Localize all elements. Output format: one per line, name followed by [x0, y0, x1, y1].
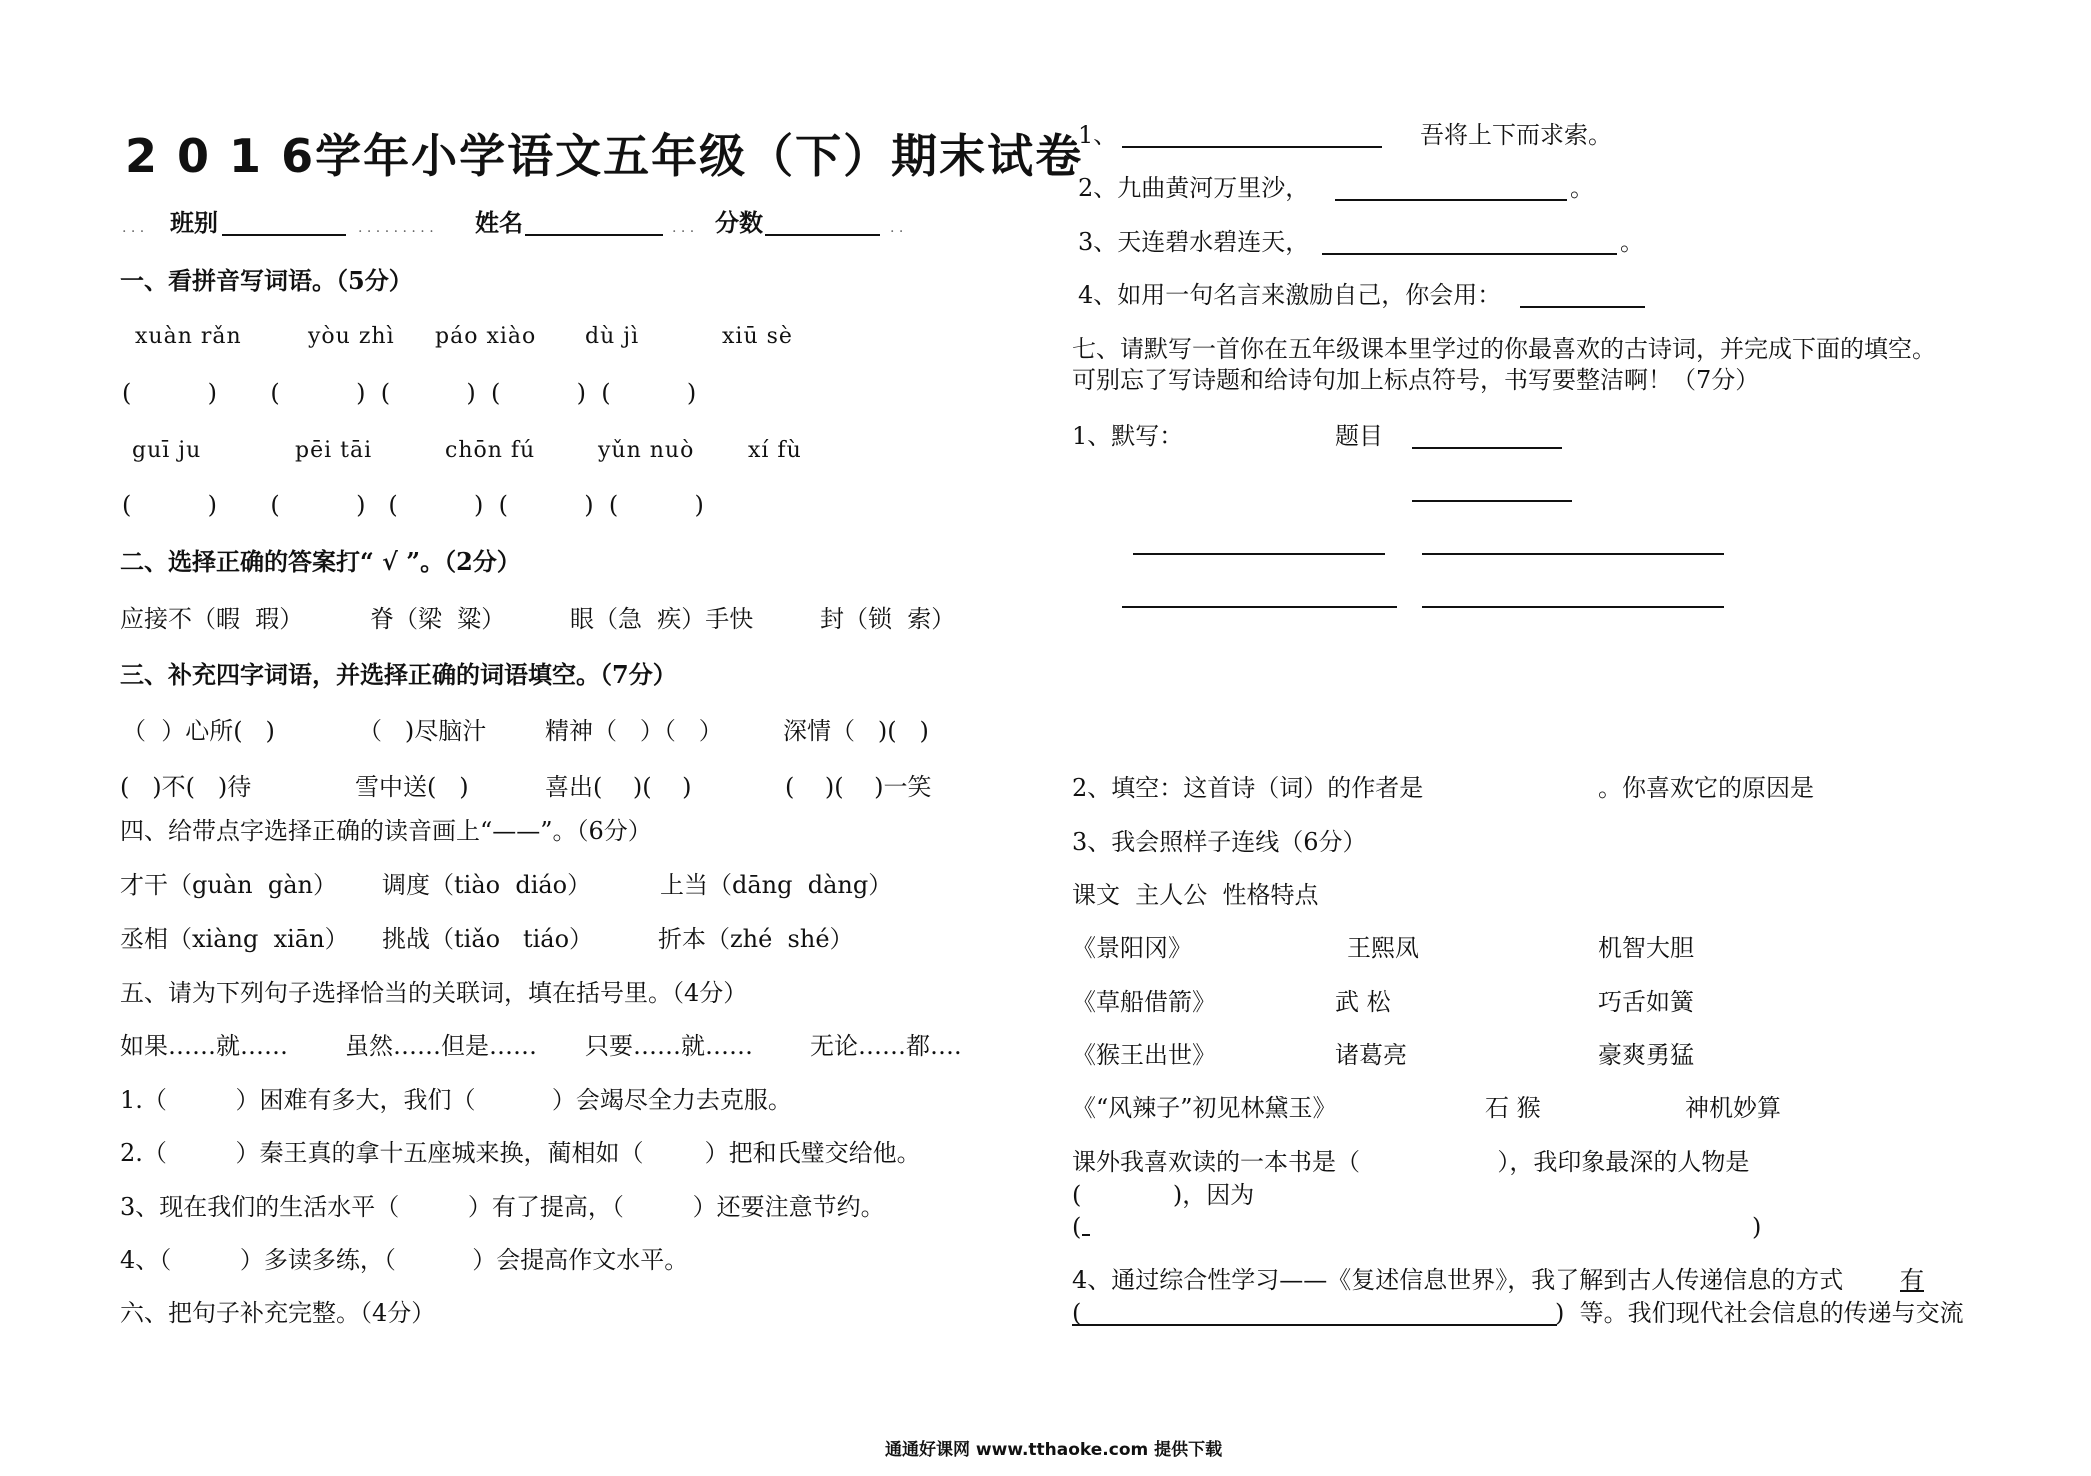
conjunction-option-1: 如果……就……: [120, 1032, 288, 1060]
poem-line-3-blank[interactable]: [1122, 606, 1397, 608]
lesson-2[interactable]: 《草船借箭》: [1072, 988, 1216, 1016]
choice-item-4[interactable]: 封（锁 索）: [820, 605, 956, 633]
conjunction-question-3[interactable]: 3、现在我们的生活水平（ ）有了提高，（ ）还要注意节约。: [120, 1193, 885, 1221]
info-dots-4: . .: [890, 220, 904, 236]
idiom-7[interactable]: 喜出( )( ): [545, 773, 692, 801]
score-label: 分数: [715, 208, 763, 237]
idiom-2[interactable]: （ )尽脑汁: [358, 717, 487, 745]
fill-author-text: 2、填空：这首诗（词）的作者是: [1072, 774, 1424, 802]
reading-item-5[interactable]: 挑战（tiǎo tiáo）: [382, 925, 594, 953]
conjunction-question-1[interactable]: 1.（ ）困难有多大，我们（ ）会竭尽全力去克服。: [120, 1086, 792, 1114]
section-4-heading: 四、给带点字选择正确的读音画上“——”。（6分）: [120, 817, 652, 845]
reading-item-4[interactable]: 丞相（xiàng xiān）: [120, 925, 349, 953]
sentence-2-blank[interactable]: [1335, 199, 1567, 201]
trait-3[interactable]: 豪爽勇猛: [1598, 1041, 1694, 1069]
idiom-1[interactable]: （ ）心所( ): [122, 717, 275, 745]
dictation-label: 1、默写：: [1072, 422, 1184, 450]
poem-title-blank[interactable]: [1412, 447, 1562, 449]
character-3[interactable]: 诸葛亮: [1335, 1041, 1407, 1069]
idiom-6[interactable]: 雪中送( ): [355, 773, 469, 801]
section-7-heading-line2: 可别忘了写诗题和给诗句加上标点符号，书写要整洁啊！（7分）: [1072, 366, 1760, 394]
reading-sentence-line3-close[interactable]: ): [1752, 1213, 1762, 1241]
pinyin-10: xí fù: [748, 438, 802, 463]
name-label: 姓名: [475, 208, 523, 237]
trait-2[interactable]: 巧舌如簧: [1598, 988, 1694, 1016]
pinyin-3: páo xiào: [435, 324, 537, 349]
reading-item-1[interactable]: 才干（guàn gàn）: [120, 871, 337, 899]
info-dots-2: . . . . . . . . .: [358, 220, 434, 236]
sentence-3-text: 3、天连碧水碧连天，: [1078, 228, 1310, 256]
reading-item-3[interactable]: 上当（dāng dàng）: [660, 871, 893, 899]
pinyin-8: chōn fú: [445, 438, 536, 463]
pinyin-4: dù jì: [585, 324, 640, 349]
section-1-heading: 一、看拼音写词语。（5分）: [120, 266, 413, 295]
pinyin-7: pēi tāi: [295, 438, 373, 463]
choice-item-3[interactable]: 眼（急 疾）手快: [570, 605, 754, 633]
section-5-heading: 五、请为下列句子选择恰当的关联词，填在括号里。（4分）: [120, 979, 748, 1007]
footer-source: 通通好课网 www.tthaoke.com 提供下载: [885, 1440, 1223, 1460]
reading-item-2[interactable]: 调度（tiào diáo）: [382, 871, 592, 899]
pinyin-2: yòu zhì: [308, 324, 395, 349]
lesson-4[interactable]: 《“风辣子”初见林黛玉》: [1072, 1094, 1337, 1122]
info-dots-3: . . .: [672, 220, 695, 236]
character-2[interactable]: 武 松: [1335, 988, 1391, 1016]
pinyin-5: xiū sè: [722, 324, 793, 349]
idiom-3[interactable]: 精神（ ）（ ）: [545, 717, 723, 745]
match-columns-header: 课文 主人公 性格特点: [1072, 881, 1319, 909]
character-1[interactable]: 王熙凤: [1347, 934, 1419, 962]
info-world-line1: 4、通过综合性学习——《复述信息世界》，我了解到古人传递信息的方式: [1072, 1266, 1844, 1294]
lesson-1[interactable]: 《景阳冈》: [1072, 934, 1192, 962]
idiom-5[interactable]: ( )不( )待: [120, 773, 252, 801]
sentence-4-blank[interactable]: [1520, 306, 1645, 308]
reading-reason-blank[interactable]: [1082, 1234, 1090, 1236]
section-7-heading-line1: 七、请默写一首你在五年级课本里学过的你最喜欢的古诗词，并完成下面的填空。: [1072, 335, 1936, 363]
choice-item-2[interactable]: 脊（梁 粱）: [370, 605, 506, 633]
pinyin-6: guī ju: [132, 438, 202, 463]
reading-sentence-line3-open[interactable]: (: [1072, 1213, 1082, 1241]
reading-sentence-line1[interactable]: 课外我喜欢读的一本书是（ ），我印象最深的人物是: [1072, 1148, 1750, 1176]
idiom-4[interactable]: 深情（ )( ): [783, 717, 929, 745]
poem-author-blank[interactable]: [1412, 500, 1572, 502]
conjunction-question-4[interactable]: 4、（ ）多读多练，（ ）会提高作文水平。: [120, 1246, 689, 1274]
section-3-heading: 三、补充四字词语，并选择正确的词语填空。（7分）: [120, 660, 677, 689]
score-field[interactable]: [765, 234, 880, 236]
class-field[interactable]: [222, 234, 346, 236]
pinyin-1: xuàn rǎn: [135, 324, 242, 349]
conjunction-option-4: 无论……都….: [810, 1032, 962, 1060]
poem-line-1-blank[interactable]: [1133, 553, 1385, 555]
exam-title: 2 0 1 6学年小学语文五年级（下）期末试卷: [125, 129, 1084, 183]
reading-item-6[interactable]: 折本（zhé shé）: [658, 925, 854, 953]
info-world-blank[interactable]: [1072, 1324, 1557, 1326]
section-6-heading: 六、把句子补充完整。（4分）: [120, 1299, 436, 1327]
idiom-8[interactable]: ( )( )一笑: [785, 773, 932, 801]
conjunction-question-2[interactable]: 2.（ ）秦王真的拿十五座城来换，蔺相如（ ）把和氏璧交给他。: [120, 1139, 921, 1167]
fill-reason-text: 。你喜欢它的原因是: [1598, 774, 1814, 802]
info-dots-1: . . .: [122, 220, 145, 236]
reading-sentence-line2[interactable]: ( )，因为: [1072, 1181, 1255, 1209]
conjunction-option-3: 只要……就……: [585, 1032, 753, 1060]
sentence-4-text: 4、如用一句名言来激励自己，你会用：: [1078, 281, 1502, 309]
poem-line-2-blank[interactable]: [1422, 553, 1724, 555]
class-label: 班别: [170, 208, 218, 237]
conjunction-option-2: 虽然……但是……: [345, 1032, 537, 1060]
poem-title-label: 题目: [1335, 422, 1383, 450]
sentence-1-number: 1、: [1078, 121, 1118, 149]
choice-item-1[interactable]: 应接不（暇 瑕）: [120, 605, 304, 633]
info-world-you: 有: [1900, 1266, 1924, 1294]
sentence-2-end: 。: [1570, 174, 1594, 202]
pinyin-9: yǔn nuò: [598, 438, 695, 463]
sentence-1-blank[interactable]: [1122, 146, 1382, 148]
character-4[interactable]: 石 猴: [1485, 1094, 1541, 1122]
lesson-3[interactable]: 《猴王出世》: [1072, 1041, 1216, 1069]
info-world-line2: ) 等。我们现代社会信息的传递与交流: [1555, 1299, 1964, 1327]
sentence-3-blank[interactable]: [1322, 253, 1617, 255]
section-2-heading: 二、选择正确的答案打“ √ ”。（2分）: [120, 547, 521, 576]
match-heading: 3、我会照样子连线（6分）: [1072, 828, 1367, 856]
name-field[interactable]: [525, 234, 663, 236]
info-world-line2-open[interactable]: (: [1072, 1299, 1082, 1327]
sentence-1-text: 吾将上下而求索。: [1420, 121, 1612, 149]
trait-1[interactable]: 机智大胆: [1598, 934, 1694, 962]
poem-line-4-blank[interactable]: [1422, 606, 1724, 608]
sentence-2-text: 2、九曲黄河万里沙，: [1078, 174, 1310, 202]
sentence-3-end: 。: [1620, 228, 1644, 256]
answer-blanks-row1[interactable]: ( ) ( ) ( ) ( ) ( ): [122, 379, 697, 407]
trait-4[interactable]: 神机妙算: [1685, 1094, 1781, 1122]
answer-blanks-row2[interactable]: ( ) ( ) ( ) ( ) ( ): [122, 491, 704, 519]
